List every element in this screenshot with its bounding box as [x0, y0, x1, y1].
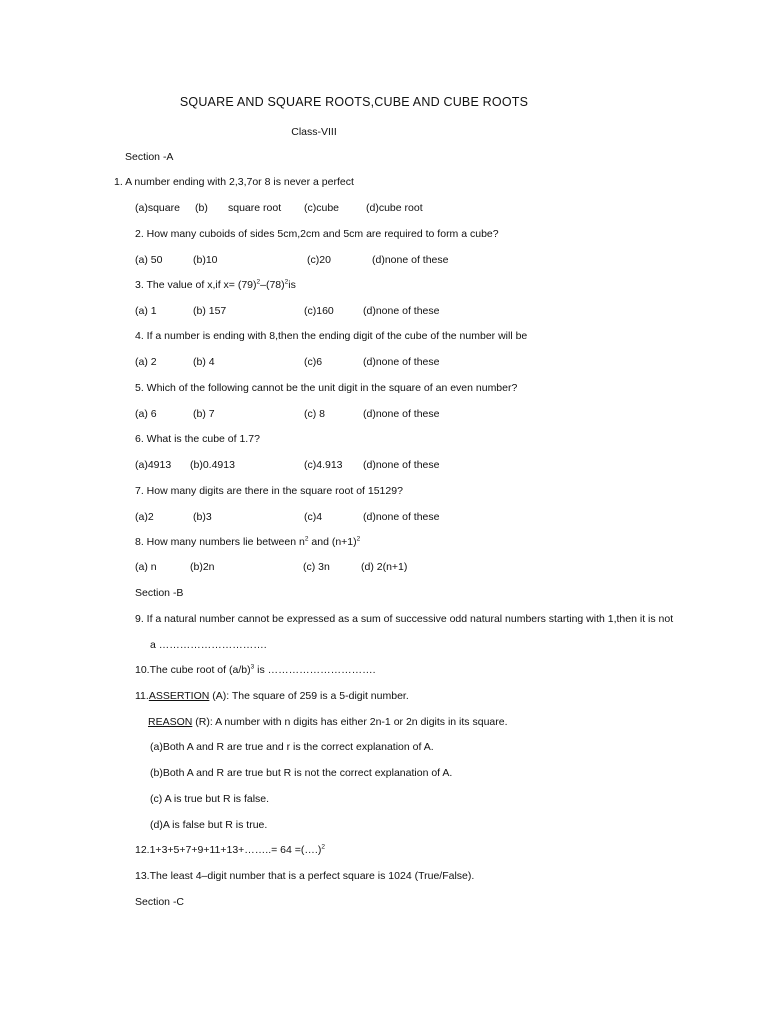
question-11-option-a: (a)Both A and R are true and r is the correct explanation of A. [150, 741, 434, 753]
assertion-label: ASSERTION [148, 690, 210, 702]
option: (a)4913 [135, 459, 172, 471]
exponent: 3 [250, 663, 255, 671]
option: (c) 3n [303, 561, 330, 573]
question-3-text: –(78) [260, 279, 285, 291]
option: (b) 4 [193, 356, 215, 368]
option: (d) 2(n+1) [361, 561, 408, 573]
option: (d)none of these [363, 408, 440, 420]
question-7: 7. How many digits are there in the square root of 15129? [135, 485, 403, 497]
question-11-reason [148, 716, 508, 728]
question-10-text: 10.The cube root of (a/b) [135, 664, 251, 676]
option: (c)20 [307, 254, 331, 266]
question-11-number: 11. [135, 690, 149, 702]
option: (d)none of these [372, 254, 449, 266]
assertion-text: (A): The square of 259 is a 5-digit number. [209, 690, 409, 702]
section-a-heading: Section -A [125, 151, 174, 163]
option: (b) [195, 202, 208, 214]
question-5: 5. Which of the following cannot be the unit digit in the square of an even number? [135, 382, 518, 394]
option: (c)6 [304, 356, 323, 368]
option: (a)square [135, 202, 180, 214]
option: (d)none of these [363, 305, 440, 317]
question-3-text: is [288, 279, 296, 291]
option: (c)4.913 [304, 459, 343, 471]
question-11-option-c: (c) A is true but R is false. [150, 793, 270, 805]
option: square root [228, 202, 282, 214]
question-4: 4. If a number is ending with 8,then the ending digit of the cube of the number will be [135, 330, 528, 342]
option: (d)none of these [363, 356, 440, 368]
reason-text: (R): A number with n digits has either 2n-1 or 2n digits in its square. [192, 716, 508, 728]
question-3 [135, 279, 296, 291]
option: (d)none of these [363, 511, 440, 523]
question-8 [135, 536, 360, 548]
option: (b) 7 [193, 408, 215, 420]
option: (c)160 [304, 305, 334, 317]
exponent: 2 [304, 535, 309, 543]
question-6: 6. What is the cube of 1.7? [135, 433, 260, 445]
question-1: 1. A number ending with 2,3,7or 8 is never a perfect [114, 176, 354, 188]
question-13: 13.The least 4–digit number that is a perfect square is 1024 (True/False). [135, 870, 475, 882]
question-12-text: 12.1+3+5+7+9+11+13+……..= 64 =(….) [135, 844, 322, 856]
exponent: 2 [356, 535, 361, 543]
option: (b) 157 [193, 305, 227, 317]
option: (b)10 [193, 254, 218, 266]
page-title: SQUARE AND SQUARE ROOTS,CUBE AND CUBE ROOTS [179, 95, 529, 109]
option: (a) 2 [135, 356, 157, 368]
option: (c)cube [304, 202, 340, 214]
question-9: 9. If a natural number cannot be expressed as a sum of successive odd natural numbers starting with 1,then it is not [135, 613, 674, 625]
option: (a) 6 [135, 408, 157, 420]
option: (d)none of these [363, 459, 440, 471]
exponent: 2 [321, 843, 325, 851]
question-12 [135, 844, 325, 856]
question-11-option-b: (b)Both A and R are true but R is not the correct explanation of A. [150, 767, 453, 779]
question-11-option-d: (d)A is false but R is true. [150, 819, 268, 831]
option: (a) 1 [135, 305, 157, 317]
option: (b)2n [190, 561, 215, 573]
question-8-text: 8. How many numbers lie between n [135, 536, 305, 548]
reason-label: REASON [148, 716, 193, 728]
exponent: 2 [284, 278, 289, 286]
question-2: 2. How many cuboids of sides 5cm,2cm and 5cm are required to form a cube? [135, 228, 499, 240]
option: (a) n [135, 561, 157, 573]
question-10-text: is …………………………. [254, 664, 376, 676]
option: (b)0.4913 [190, 459, 235, 471]
section-b-heading: Section -B [135, 587, 184, 599]
class-label: Class-VIII [291, 126, 337, 138]
option: (b)3 [193, 511, 212, 523]
option: (d)cube root [366, 202, 423, 214]
question-10 [135, 664, 376, 676]
section-c-heading: Section -C [135, 896, 185, 908]
question-8-text: and (n+1) [308, 536, 357, 548]
question-3-text: 3. The value of x,if x= (79) [135, 279, 257, 291]
question-9-blank: a …………………………. [150, 639, 267, 651]
question-11-assertion [135, 690, 409, 702]
option: (a) 50 [135, 254, 163, 266]
option: (c) 8 [304, 408, 325, 420]
option: (c)4 [304, 511, 323, 523]
exponent: 2 [256, 278, 261, 286]
option: (a)2 [135, 511, 154, 523]
